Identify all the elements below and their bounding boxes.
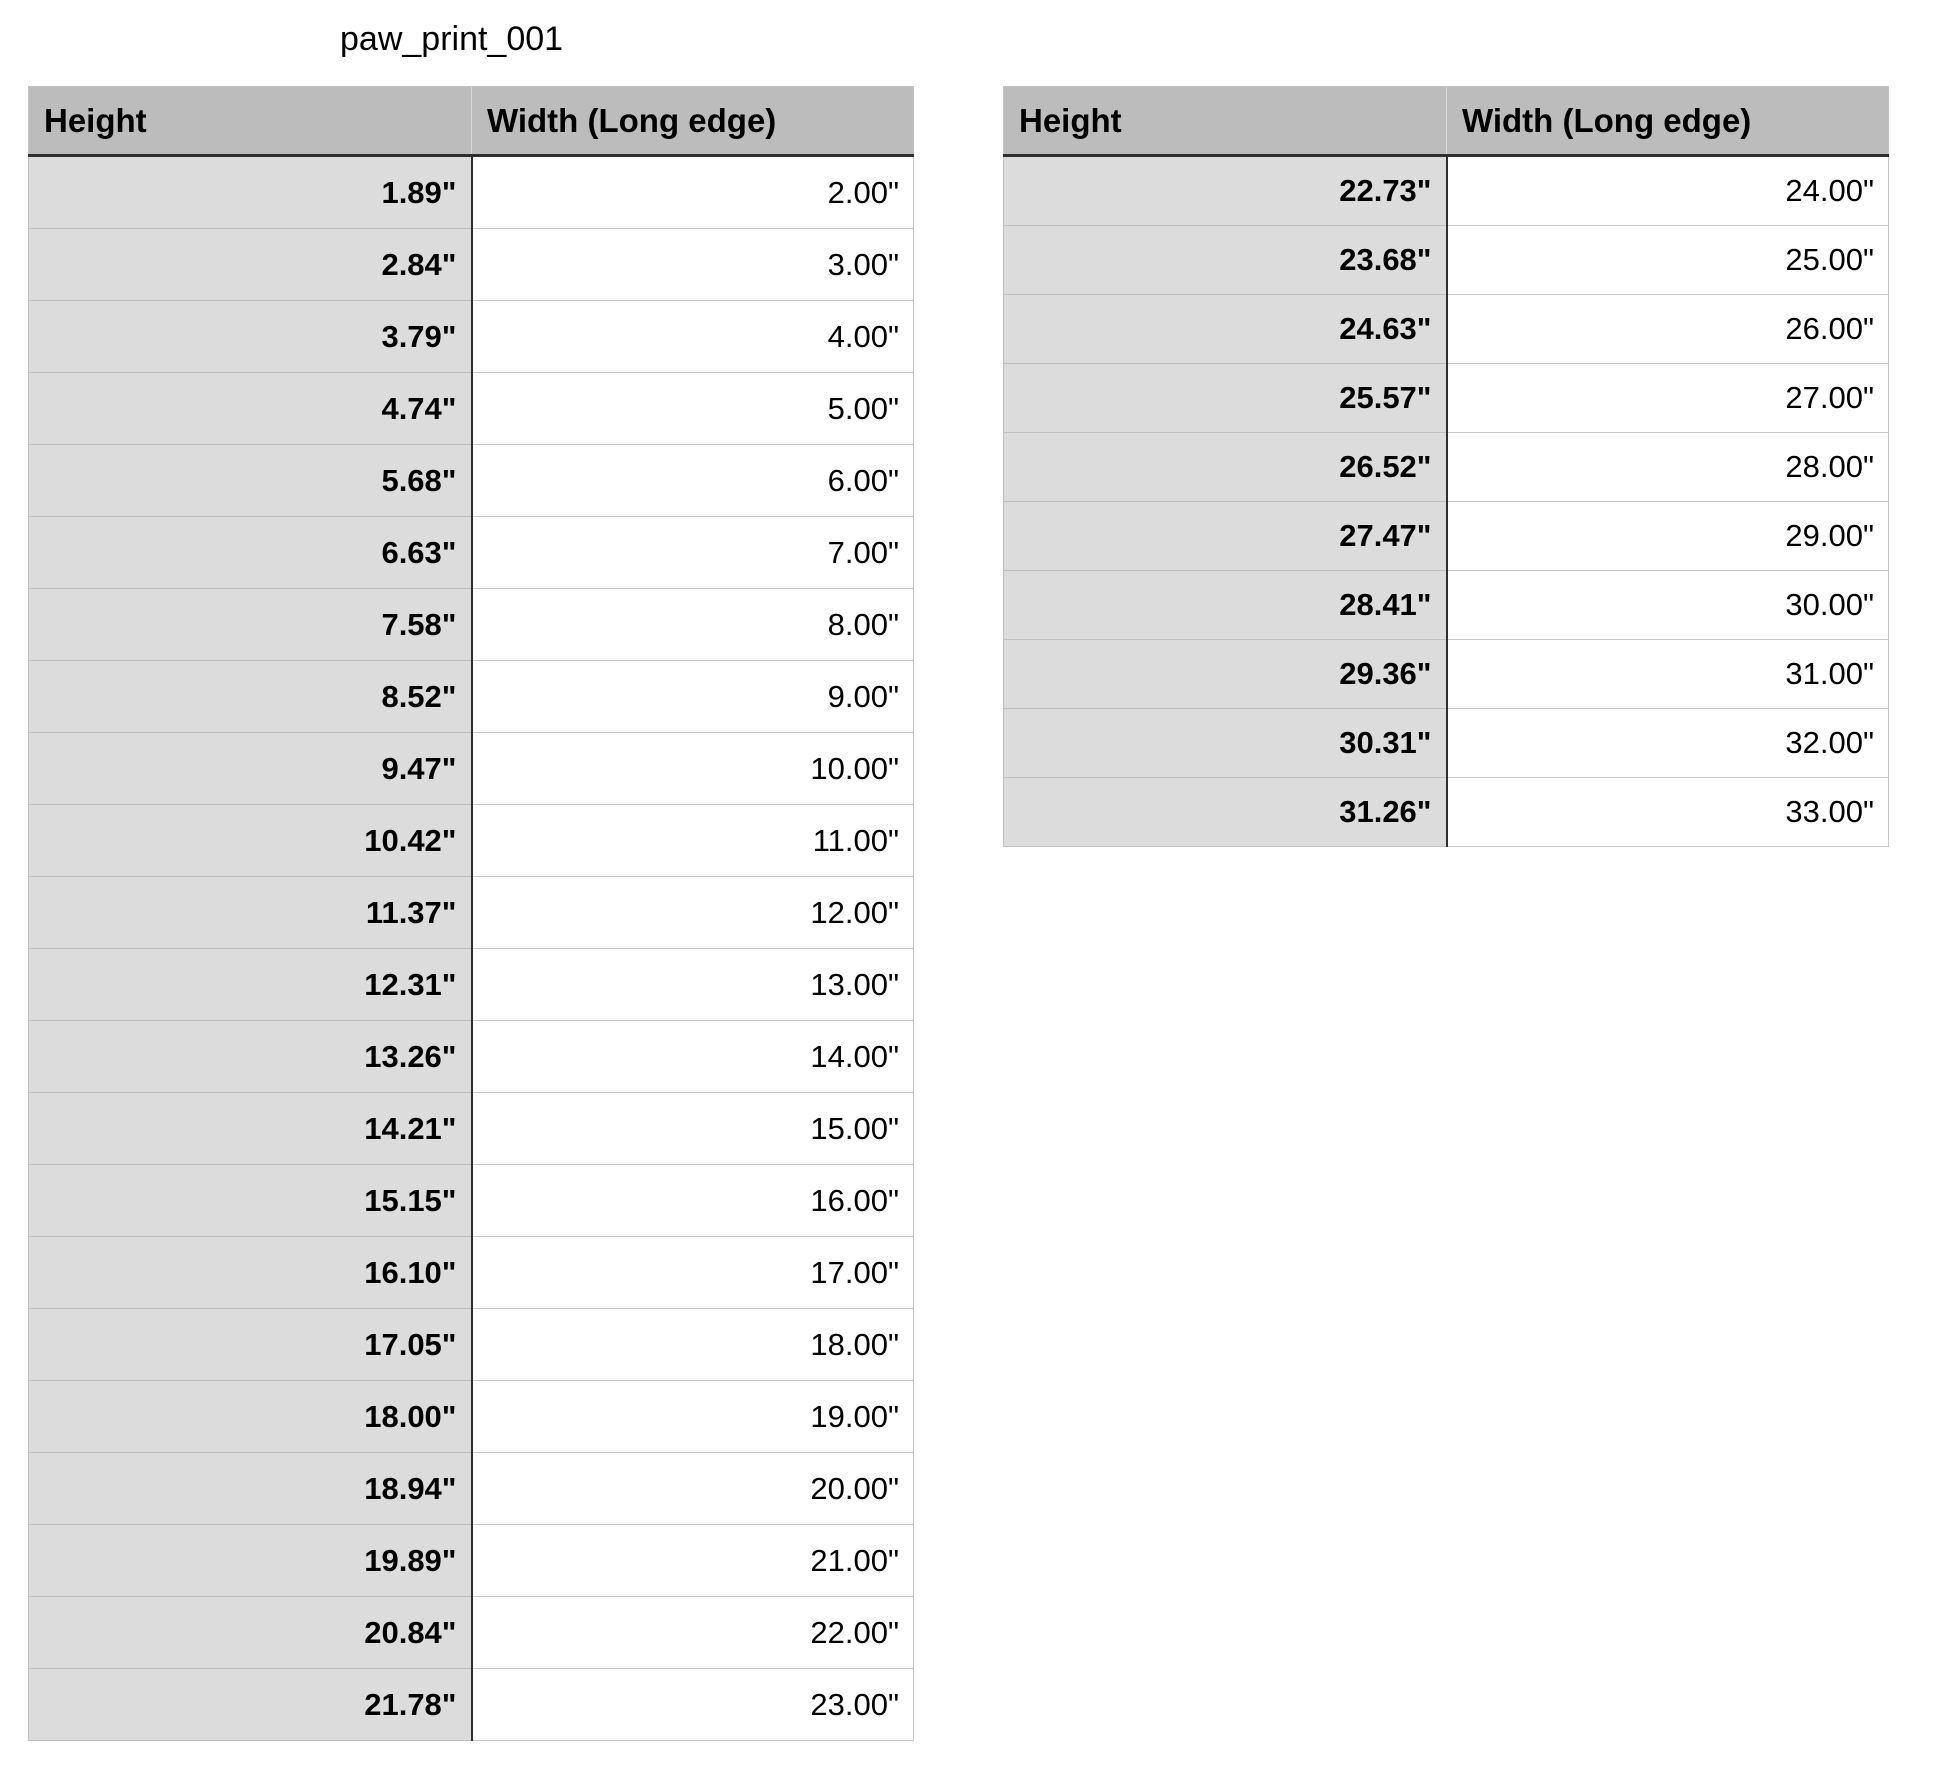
width-value-cell: 14.00" (472, 1021, 914, 1093)
height-value-cell: 28.41" (1004, 571, 1447, 640)
table-row (29, 1453, 914, 1525)
width-value-cell: 31.00" (1447, 640, 1889, 709)
height-value-cell: 10.42" (29, 805, 472, 877)
height-value-cell: 22.73" (1004, 156, 1447, 226)
table-header-row (1004, 87, 1889, 156)
table-row (29, 877, 914, 949)
height-value-cell: 1.89" (29, 156, 472, 229)
height-value-cell: 4.74" (29, 373, 472, 445)
table-row (29, 949, 914, 1021)
table-header-row (29, 87, 914, 156)
column-header-width-long-edge: Width (Long edge) (472, 87, 914, 156)
table-row (29, 301, 914, 373)
height-value-cell: 6.63" (29, 517, 472, 589)
width-value-cell: 29.00" (1447, 502, 1889, 571)
height-value-cell: 20.84" (29, 1597, 472, 1669)
width-value-cell: 21.00" (472, 1525, 914, 1597)
width-value-cell: 17.00" (472, 1237, 914, 1309)
table-row (29, 1093, 914, 1165)
width-value-cell: 3.00" (472, 229, 914, 301)
height-value-cell: 9.47" (29, 733, 472, 805)
width-value-cell: 33.00" (1447, 778, 1889, 847)
width-value-cell: 27.00" (1447, 364, 1889, 433)
table-row (1004, 640, 1889, 709)
width-value-cell: 9.00" (472, 661, 914, 733)
height-value-cell: 17.05" (29, 1309, 472, 1381)
print-sizes-table-2 (1003, 86, 1889, 847)
height-value-cell: 26.52" (1004, 433, 1447, 502)
width-value-cell: 5.00" (472, 373, 914, 445)
table-row (29, 1021, 914, 1093)
height-value-cell: 8.52" (29, 661, 472, 733)
height-value-cell: 16.10" (29, 1237, 472, 1309)
table-row (1004, 502, 1889, 571)
height-value-cell: 7.58" (29, 589, 472, 661)
column-header-height: Height (1004, 87, 1447, 156)
table-row (29, 589, 914, 661)
width-value-cell: 6.00" (472, 445, 914, 517)
width-value-cell: 19.00" (472, 1381, 914, 1453)
height-value-cell: 18.00" (29, 1381, 472, 1453)
width-value-cell: 13.00" (472, 949, 914, 1021)
column-header-height: Height (29, 87, 472, 156)
column-header-width-long-edge: Width (Long edge) (1447, 87, 1889, 156)
width-value-cell: 10.00" (472, 733, 914, 805)
table-row (29, 805, 914, 877)
table-row (29, 1165, 914, 1237)
width-value-cell: 12.00" (472, 877, 914, 949)
width-value-cell: 32.00" (1447, 709, 1889, 778)
height-value-cell: 23.68" (1004, 226, 1447, 295)
table-row (1004, 709, 1889, 778)
table-row (1004, 156, 1889, 226)
width-value-cell: 18.00" (472, 1309, 914, 1381)
table-row (29, 229, 914, 301)
table-row (29, 517, 914, 589)
width-value-cell: 24.00" (1447, 156, 1889, 226)
width-value-cell: 2.00" (472, 156, 914, 229)
table-row (29, 1525, 914, 1597)
height-value-cell: 24.63" (1004, 295, 1447, 364)
height-value-cell: 13.26" (29, 1021, 472, 1093)
print-sizes-table-1 (28, 86, 914, 1741)
table-row (29, 1669, 914, 1741)
table-row (29, 445, 914, 517)
width-value-cell: 7.00" (472, 517, 914, 589)
height-value-cell: 14.21" (29, 1093, 472, 1165)
height-value-cell: 18.94" (29, 1453, 472, 1525)
table-row (29, 733, 914, 805)
table-row (1004, 778, 1889, 847)
height-value-cell: 31.26" (1004, 778, 1447, 847)
height-value-cell: 19.89" (29, 1525, 472, 1597)
table-row (1004, 226, 1889, 295)
width-value-cell: 23.00" (472, 1669, 914, 1741)
height-value-cell: 3.79" (29, 301, 472, 373)
width-value-cell: 11.00" (472, 805, 914, 877)
table-row (1004, 433, 1889, 502)
width-value-cell: 8.00" (472, 589, 914, 661)
height-value-cell: 27.47" (1004, 502, 1447, 571)
page-title: paw_print_001 (340, 20, 564, 58)
width-value-cell: 28.00" (1447, 433, 1889, 502)
table-row (29, 661, 914, 733)
width-value-cell: 15.00" (472, 1093, 914, 1165)
table-row (1004, 364, 1889, 433)
table-row (29, 1237, 914, 1309)
table-row (29, 373, 914, 445)
width-value-cell: 30.00" (1447, 571, 1889, 640)
width-value-cell: 16.00" (472, 1165, 914, 1237)
height-value-cell: 15.15" (29, 1165, 472, 1237)
table-row (29, 1309, 914, 1381)
table-row (1004, 571, 1889, 640)
table-row (29, 1381, 914, 1453)
width-value-cell: 26.00" (1447, 295, 1889, 364)
table-row (29, 1597, 914, 1669)
height-value-cell: 29.36" (1004, 640, 1447, 709)
height-value-cell: 12.31" (29, 949, 472, 1021)
height-value-cell: 25.57" (1004, 364, 1447, 433)
height-value-cell: 30.31" (1004, 709, 1447, 778)
width-value-cell: 25.00" (1447, 226, 1889, 295)
table-row (1004, 295, 1889, 364)
height-value-cell: 5.68" (29, 445, 472, 517)
table-row (29, 156, 914, 229)
width-value-cell: 4.00" (472, 301, 914, 373)
height-value-cell: 11.37" (29, 877, 472, 949)
width-value-cell: 22.00" (472, 1597, 914, 1669)
height-value-cell: 2.84" (29, 229, 472, 301)
height-value-cell: 21.78" (29, 1669, 472, 1741)
width-value-cell: 20.00" (472, 1453, 914, 1525)
